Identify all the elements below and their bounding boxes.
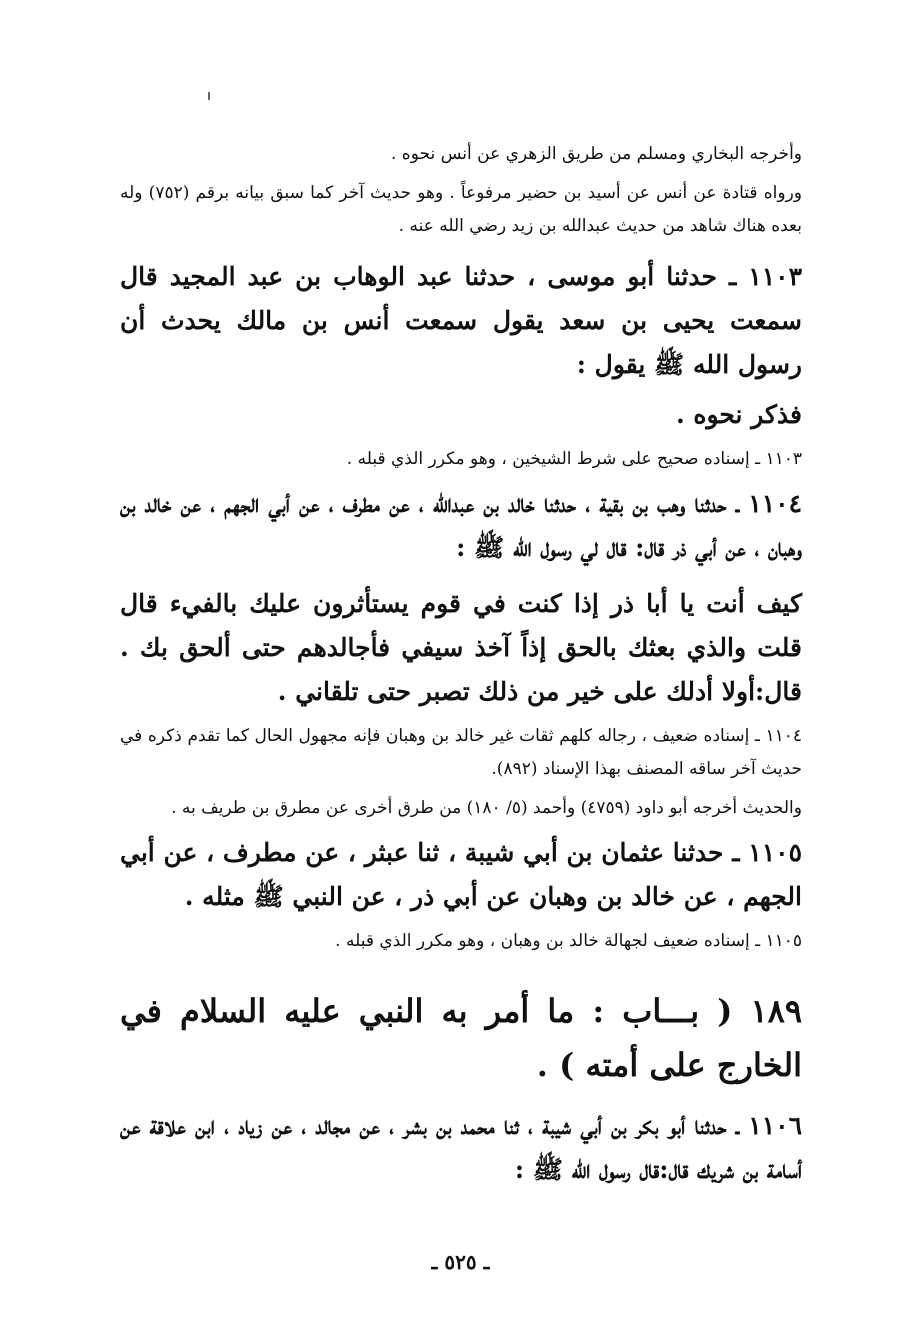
ink-speck — [208, 92, 210, 100]
hadith-paragraph: ١١٠٦ ـ حدثنا أبو بكر بن أبي شيبة ، ثنا محمد بن بشر ، عن مجالد ، عن زياد ، ابن علاقة عن أسامة بن شريك قال:قال رسول الله ﷺ : — [120, 1111, 802, 1184]
footnote-paragraph: ١١٠٣ ـ إسناده صحيح على شرط الشيخين ، وهو مكرر الذي قبله . — [346, 449, 802, 469]
page-number: ـ ٥٢٥ ـ — [431, 1250, 490, 1274]
page-body — [120, 138, 802, 1192]
hadith-paragraph: ١١٠٥ ـ حدثنا عثمان بن أبي شيبة ، ثنا عبثر ، عن مطرف ، عن أبي الجهم ، عن خالد بن وهبان عن أبي ذر ، عن النبي ﷺ مثله . — [120, 838, 802, 911]
hadith-paragraph: كيف أنت يا أبا ذر إذا كنت في قوم يستأثرون عليك بالفيء قال قلت والذي بعثك بالحق إذاً آخذ سيفي فأجالدهم حتى ألحق بك . قال:أولا أدلك على خير من ذلك تصبر حتى تلقاني . — [120, 589, 802, 706]
footnote-paragraph: ١١٠٤ ـ إسناده ضعيف ، رجاله كلهم ثقات غير خالد بن وهبان فإنه مجهول الحال كما تقدم ذكره في حديث آخر ساقه المصنف بهذا الإسناد (٨٩٢). — [120, 726, 802, 779]
footnote-paragraph: وأخرجه البخاري ومسلم من طريق الزهري عن أنس نحوه . — [390, 144, 802, 164]
footnote-paragraph: ورواه قتادة عن أنس عن أسيد بن حضير مرفوعاً . وهو حديث آخر كما سبق بيانه برقم (٧٥٢) وله بعده هناك شاهد من حديث عبدالله بن زيد رضي الله عنه . — [120, 183, 802, 236]
footnote-paragraph: والحديث أخرجه أبو داود (٤٧٥٩) وأحمد (٥/ ١٨٠) من طرق أخرى عن مطرق بن طريف به . — [171, 798, 802, 818]
hadith-paragraph: فذكر نحوه . — [676, 400, 802, 429]
hadith-paragraph: ١١٠٣ ـ حدثنا أبو موسى ، حدثنا عبد الوهاب بن عبد المجيد قال سمعت يحيى بن سعد يقول سمعت أنس بن مالك يحدث أن رسول الله ﷺ يقول : — [120, 262, 802, 379]
footnote-paragraph: ١١٠٥ ـ إسناده ضعيف لجهالة خالد بن وهبان ، وهو مكرر الذي قبله . — [335, 931, 802, 951]
hadith-paragraph: ١١٠٤ ـ حدثنا وهب بن بقية ، حدثنا خالد بن عبدالله ، عن مطرف ، عن أبي الجهم ، عن خالد بن وهبان ، عن أبي ذر قال: قال لي رسول الله ﷺ : — [120, 489, 802, 562]
chapter-heading: ١٨٩ ( بـــاب : ما أمر به النبي عليه السلام في الخارج على أمته ) . — [120, 992, 802, 1084]
